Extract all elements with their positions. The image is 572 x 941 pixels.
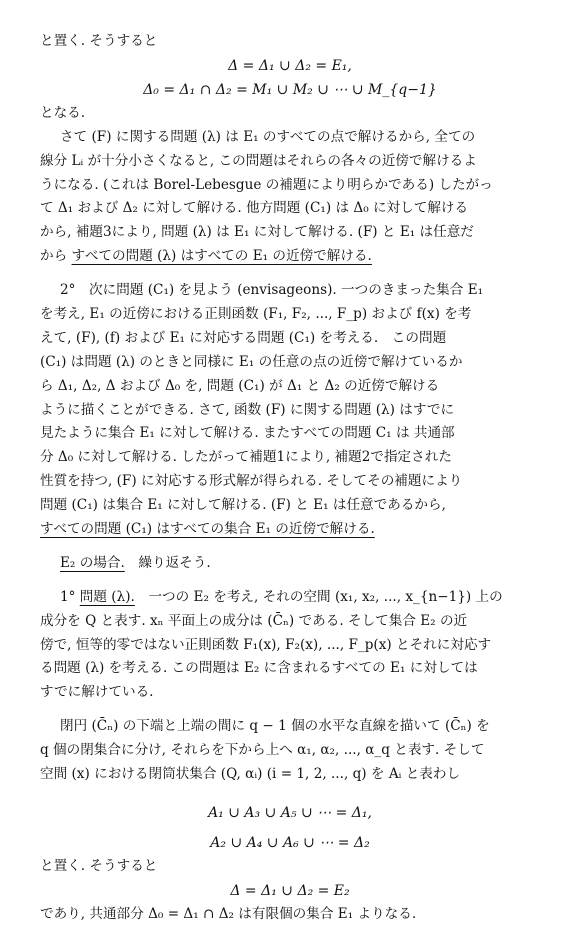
equation-line: Δ₀ = Δ₁ ∩ Δ₂ = M₁ ∪ M₂ ∪ ⋯ ∪ M_{q−1} (143, 81, 437, 98)
text-line: て Δ₁ および Δ₂ に対して解ける. 他方問題 (C₁) は Δ₀ に対して解ける (40, 200, 469, 217)
section-heading-line (40, 552, 540, 576)
text-line: から, 補題3により, 問題 (λ) は E₁ に対して解ける. (F) と E₁ は任意だ (40, 224, 474, 241)
text-line: ら Δ₁, Δ₂, Δ および Δ₀ を, 問題 (C₁) が Δ₁ と Δ₂ の近傍で解ける (40, 377, 440, 394)
text-line: 2° 次に問題 (C₁) を見よう (envisageons). 一つのきまった集合 E₁ (60, 282, 484, 299)
text-line (40, 518, 540, 542)
text-line: ように描くことができる. さて, 函数 (F) に関する問題 (λ) はすでに (40, 401, 455, 418)
text-line: 空間 (x) における閉筒状集合 (Q, αᵢ) (i = 1, 2, ..., q) を Aᵢ と表わし (40, 766, 461, 783)
text-line (40, 245, 540, 269)
equation-line: A₁ ∪ A₃ ∪ A₅ ∪ ⋯ = Δ₁, (208, 804, 372, 821)
underlined-conclusion: すべての問題 (λ) はすべての E₁ の近傍で解ける. (71, 248, 372, 265)
text-line: と置く. そうすると (40, 33, 158, 49)
text-line (40, 586, 540, 610)
text-line: 成分を Q と表す. xₙ 平面上の成分は (C̄ₙ) である. そして集合 E₂ の近 (40, 612, 468, 629)
equation-line: A₂ ∪ A₄ ∪ A₆ ∪ ⋯ = Δ₂ (210, 834, 370, 851)
text-line: さて (F) に関する問題 (λ) は E₁ のすべての点で解けるから, 全ての (60, 128, 476, 145)
underlined-conclusion: すべての問題 (C₁) はすべての集合 E₁ の近傍で解ける. (40, 521, 375, 538)
text-line: 問題 (C₁) は集合 E₁ に対して解ける. (F) と E₁ は任意であるから, (40, 497, 446, 514)
text-fragment: 繰り返そう. (138, 554, 211, 571)
text-line: を考え, E₁ の近傍における正則函数 (F₁, F₂, ..., F_p) および f(x) を考 (40, 306, 472, 323)
text-line: えて, (F), (f) および E₁ に対応する問題 (C₁) を考える. この問題 (40, 329, 447, 346)
equation-line: Δ = Δ₁ ∪ Δ₂ = E₂ (230, 882, 350, 899)
text-line: うになる. (これは Borel-Lebesgue の補題により明らかである) したがっ (40, 176, 493, 193)
text-line: 閉円 (C̄ₙ) の下端と上端の間に q − 1 個の水平な直線を描いて (C̄ₙ) を (60, 718, 490, 735)
text-fragment: から (40, 248, 68, 265)
text-line: 分 Δ₀ に対して解ける. したがって補題1により, 補題2で指定された (40, 449, 452, 466)
equation-line: Δ = Δ₁ ∪ Δ₂ = E₁, (228, 57, 352, 74)
text-line: と置く. そうすると (40, 857, 158, 874)
text-line: る問題 (λ) を考える. この問題は E₂ に含まれるすべての E₁ に対しては (40, 660, 478, 677)
text-line: 性質を持つ, (F) に対応する形式解が得られる. そしてその補題により (40, 473, 463, 490)
text-line: 線分 Lᵢ が十分小さくなると, この問題はそれらの各々の近傍で解けるよ (40, 152, 477, 169)
item-number: 1° (60, 588, 76, 605)
text-line: 見たように集合 E₁ に対して解ける. またすべての問題 C₁ は 共通部 (40, 425, 455, 442)
section-heading: E₂ の場合. (60, 554, 125, 571)
text-line: (C₁) は問題 (λ) のときと同様に E₁ の任意の点の近傍で解けているか (40, 353, 463, 370)
text-line: となる. (40, 104, 86, 121)
document-page (40, 30, 540, 927)
text-line: であり, 共通部分 Δ₀ = Δ₁ ∩ Δ₂ は有限個の集合 E₁ よりなる. (40, 905, 417, 922)
item-title: 問題 (λ). (79, 588, 135, 605)
text-line: q 個の閉集合に分け, それらを下から上へ α₁, α₂, ..., α_q と表す. そして (40, 742, 485, 759)
text-line: すでに解けている. (40, 684, 154, 701)
text-line: 傍で, 恒等的零ではない正則函数 F₁(x), F₂(x), ..., F_p(x) とそれに対応す (40, 636, 492, 653)
text-fragment: 一つの E₂ を考え, それの空間 (x₁, x₂, ..., x_{n−1}) 上の (148, 588, 503, 605)
